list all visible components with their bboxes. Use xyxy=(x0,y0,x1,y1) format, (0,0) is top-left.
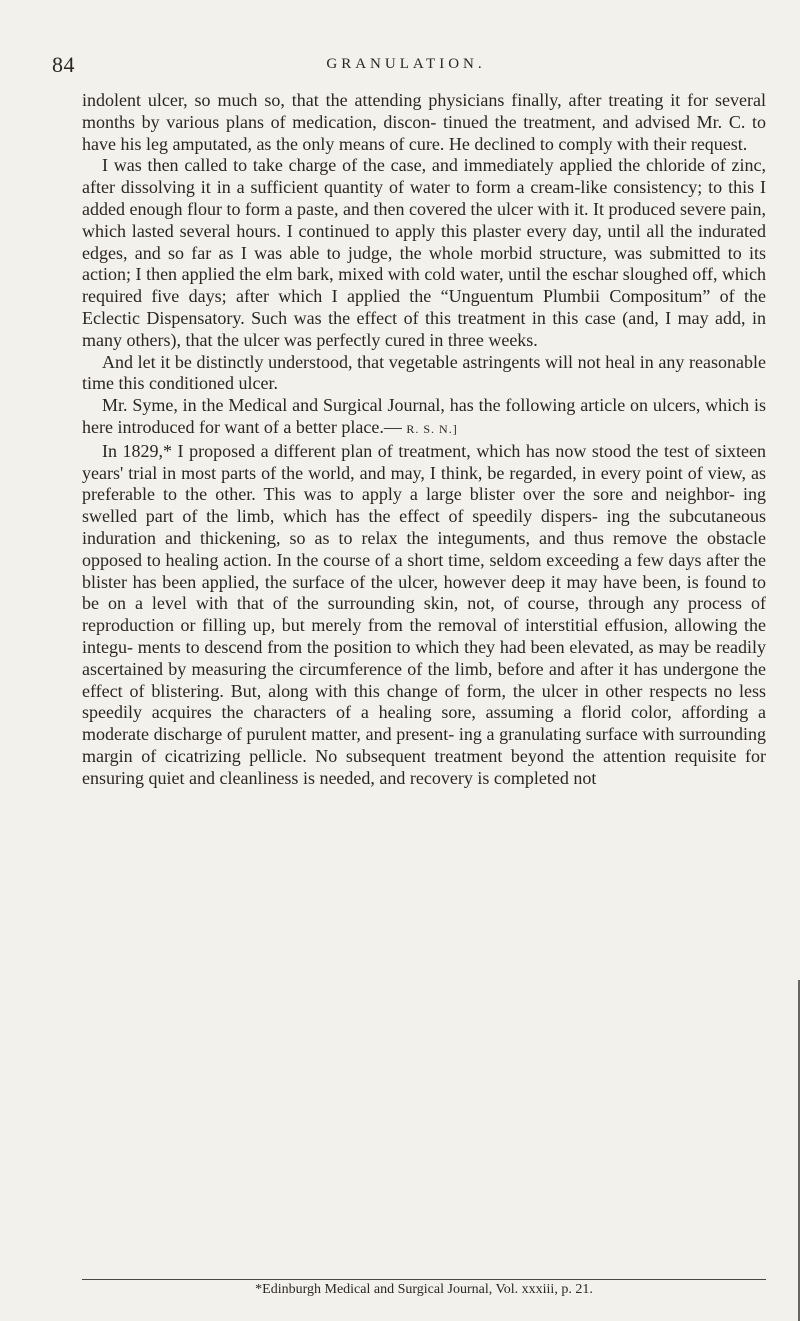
paragraph-text: Mr. Syme, in the Medical and Surgical Journal, has the following article on ulcers, which is here introduced for want of a better place.— xyxy=(82,395,766,437)
page-number: 84 xyxy=(52,52,75,77)
author-initials: R. S. N.] xyxy=(406,421,458,436)
page-header xyxy=(52,52,760,82)
footnote: *Edinburgh Medical and Surgical Journal, Vol. xxxiii, p. 21. xyxy=(255,1282,593,1297)
paragraph: indolent ulcer, so much so, that the attending physicians finally, after treating it for several months by various plans of medication, discon- tinued the treatment, and advised Mr. C. to have his leg amputated, as the only means of cure. He declined to comply with their request. xyxy=(82,90,766,154)
paragraph xyxy=(82,395,766,441)
body-text xyxy=(82,90,766,790)
running-head: GRANULATION. xyxy=(326,56,486,72)
paragraph: In 1829,* I proposed a different plan of treatment, which has now stood the test of sixteen years' trial in most parts of the world, and may, I think, be regarded, in every point of view, as preferable to the other. This was to apply a large blister over the sore and neighbor- ing swelled part of the limb, which has the effect of speedily dispers- ing the subcutaneous induration and thickening, so as to relax the integuments, and thus remove the obstacle opposed to healing action. In the course of a short time, seldom exceeding a few days after the blister has been applied, the surface of the ulcer, however deep it may have been, is found to be on a level with that of the surrounding skin, not, of course, through any process of reproduction or filling up, but merely from the removal of interstitial effusion, allowing the integu- ments to descend from the position to which they had been elevated, as may be readily ascertained by measuring the circumference of the limb, before and after it has undergone the effect of blistering. But, along with this change of form, the ulcer in other respects no less speedily acquires the characters of a healing sore, assuming a florid color, affording a moderate discharge of purulent matter, and present- ing a granulating surface with surrounding margin of cicatrizing pellicle. No subsequent treatment beyond the attention requisite for ensuring quiet and cleanliness is needed, and recovery is completed not xyxy=(82,440,766,788)
paragraph: I was then called to take charge of the case, and immediately applied the chloride of zinc, after dissolving it in a sufficient quantity of water to form a cream-like consistency; to this I added enough flour to form a paste, and then covered the ulcer with it. It produced severe pain, which lasted several hours. I continued to apply this plaster every day, until all the indurated edges, and so far as I was able to judge, the whole morbid structure, was submitted to its action; I then applied the elm bark, mixed with cold water, until the eschar sloughed off, which required five days; after which I applied the “Unguentum Plumbii Compositum” of the Eclectic Dispensatory. Such was the effect of this treatment in this case (and, I may add, in many others), that the ulcer was perfectly cured in three weeks. xyxy=(82,155,766,350)
footnote-rule xyxy=(82,1279,766,1280)
paragraph: And let it be distinctly understood, that vegetable astringents will not heal in any reasonable time this conditioned ulcer. xyxy=(82,351,766,394)
